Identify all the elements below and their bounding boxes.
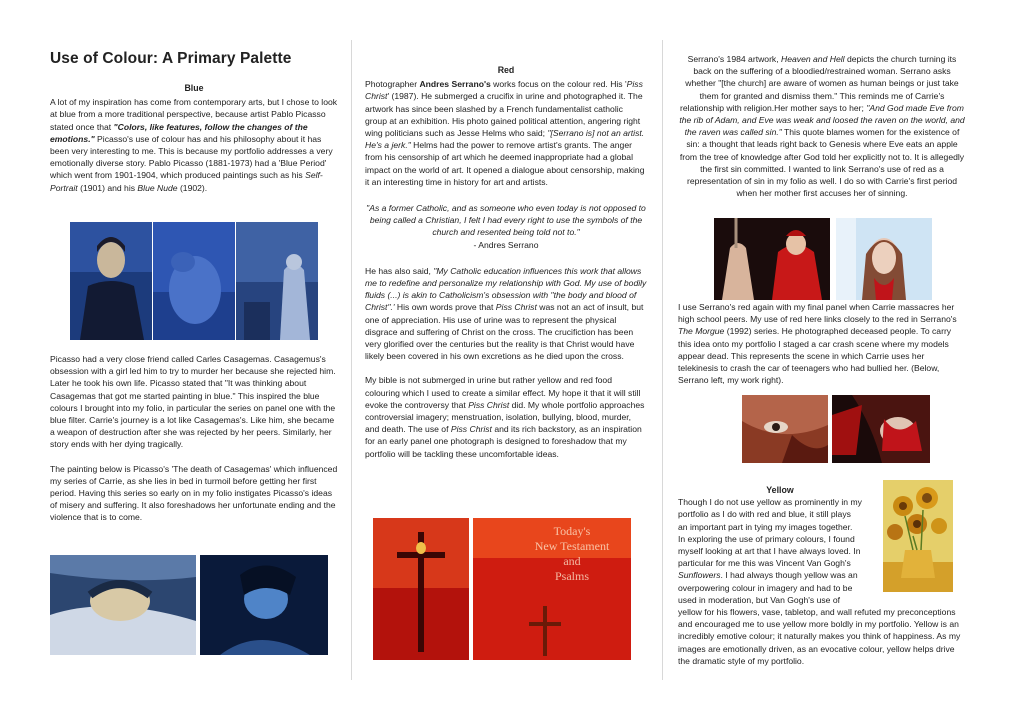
picasso-self-portrait-image bbox=[70, 222, 152, 340]
red-paragraph-2 bbox=[365, 265, 647, 363]
text-span: depicts the church turning its back on the suffering of a bloodied/restrained woman. Serrano asks whether "[the church] are aware of women as human beings or just take them for granted and dismiss them." This reminds me of Carrie's relationship with religion.Her mother says to her; bbox=[680, 54, 959, 113]
text-span: Photographer bbox=[365, 79, 420, 90]
yellow-line: used in moderation, but Van Gogh's use of bbox=[678, 594, 841, 605]
yellow-line: particular for me this was Vincent Van Gogh's bbox=[678, 558, 851, 569]
text-span: (1901) and his bbox=[77, 182, 138, 193]
picasso-blue-nude-image bbox=[153, 222, 235, 340]
bible-cover-line: Psalms bbox=[554, 569, 589, 583]
text-span: This quote blames women for the existence of sin: a thought that leads right back to Genesis where Eve eats an apple from the tree of knowledge after God told her explicitly not to. It is allegedly the first sin committed. I wanted to link Serrano's use of red as a representation of sin in my folio as well. I do so with Carrie's first period when her mother first accuses her of sinning. bbox=[679, 127, 965, 199]
artwork-title: Heaven and Hell bbox=[781, 54, 845, 64]
text-span: He has also said, bbox=[365, 265, 434, 276]
blue-paragraph-2: Picasso had a very close friend called Carles Casagemas. Casagemus's obsession with a girl led him to try to murder her because she rejected him. Later he took his own life. Picasso stated that "It was thinking about Casagemas that got me started painting in blue." This inspired the blue colours I brought into my folio, in particular the series on panel one with the blue filter. Carrie's journey is a lot like Casagemas's. Like him, she became a weapon of destruction after she was rejected by her peers. Similarly, her story ends with her dying tragically. bbox=[50, 354, 336, 450]
serrano-section bbox=[678, 53, 966, 199]
morgue-section bbox=[678, 301, 966, 386]
column-blue bbox=[50, 0, 338, 724]
helms-quote: "[Serrano is] not an artist. He's a jerk." bbox=[365, 128, 645, 151]
column-divider bbox=[662, 40, 663, 680]
text-span: . I had always though yellow was an bbox=[720, 570, 858, 581]
artwork-title: The Morgue bbox=[678, 326, 725, 337]
red-heading: Red bbox=[497, 65, 515, 75]
yellow-line: In exploring the use of primary colours, I found bbox=[678, 533, 855, 544]
artist-name: Andres Serrano's bbox=[419, 79, 491, 90]
text-span: Helms had the power to remove artist's grants. The anger from his censorship of art which he deemed inappropriate had a global impact on the world of art. It opened a dialogue about censorship, making it an interesting time in history for art and artists. bbox=[365, 140, 645, 187]
yellow-line bbox=[678, 569, 882, 581]
serrano-paragraph-1 bbox=[678, 53, 966, 199]
text-span: (1902). bbox=[177, 182, 208, 193]
text-span: A lot of my inspiration has come from contemporary arts, but I chose to look at blue from a more traditional perspective, because artist Pablo Picasso stated once that bbox=[50, 97, 338, 132]
red-paragraph-3 bbox=[365, 374, 647, 459]
red-section bbox=[365, 64, 647, 460]
picasso-blue-painting-image bbox=[236, 222, 318, 340]
yellow-line: an important part in tying my images together. bbox=[678, 521, 853, 532]
text-span: His own words prove that bbox=[394, 302, 496, 313]
carrie-first-period-image bbox=[836, 218, 932, 300]
piss-christ-image bbox=[373, 518, 469, 660]
blue-filter-portfolio-image bbox=[200, 555, 328, 655]
serrano-quote-2: "My Catholic education influences this work that allows me to redefine and personalize my relationship with God. My use of bodily fluids (...) is akin to Catholicism's obsession with "the body and blood of Christ".' bbox=[365, 265, 647, 313]
bible-portfolio-image bbox=[473, 518, 631, 660]
text-span: Picasso's use of colour has and his philosophy about it has been very interesting to me. This is because my portfolio addresses a very emotionally diverse story. Pablo Picasso (1881-1973) had a 'Blue Period' which went from 1901-1904, which produced paintings such as his bbox=[50, 133, 333, 181]
heaven-and-hell-image bbox=[714, 218, 830, 300]
van-gogh-sunflowers-image bbox=[883, 480, 953, 592]
death-of-casagemas-image bbox=[50, 555, 196, 655]
quote-author: - Andres Serrano bbox=[473, 239, 539, 250]
text-span: was not an act of insult, but one of appreciation. His use of urine was to represent the physical disgrace and suffering of Christ on the cross. The crucifiction has been very glorified over the centuries but the reality is that Christ would have likely been covered in his own excretions as he died upon the cross. bbox=[365, 302, 644, 362]
bible-cover-line: and bbox=[563, 554, 581, 568]
yellow-line: myself looking at art that I have always loved. In bbox=[678, 546, 861, 557]
yellow-paragraph-rest: yellow for his flowers, vase, tabletop, and wall refuted my preconceptions and encouraged me to use yellow more boldly in my portfolio. Yellow is an incredibly emotive colour; it naturally makes you think of happiness. As my images are emotionally driven, as an evocative colour, yellow helps drive the dramatic style of my portfolio. bbox=[678, 607, 961, 666]
car-crash-portfolio-image bbox=[832, 395, 930, 463]
text-span: ' (1987). He submerged a crucifix in urine and photographed it. The artwork has since been slashed by a French fundamentalist catholic group at an exhibition. His photo gained political attention, angering right wing politicians such as Jesse Helms who said; bbox=[365, 91, 643, 139]
blue-section-2 bbox=[50, 353, 338, 524]
blue-paragraph-3: The painting below is Picasso's 'The death of Casagemas' which influenced my series of Carrie, as she lies in bed in turmoil before getting her first period. Having this series so early on in my folio instigates Picasso's ideas of misery and suffering. It also foreshadows her unfortunate ending and the violence that is to come. bbox=[50, 463, 338, 523]
picasso-quote: "Colors, like features, follow the changes of the emotions." bbox=[50, 121, 308, 144]
artwork-title: Piss Christ bbox=[365, 79, 643, 102]
artwork-title: Sunflowers bbox=[678, 570, 721, 581]
blue-paragraph-1 bbox=[50, 96, 338, 194]
text-span: Serrano's 1984 artwork, bbox=[687, 54, 782, 64]
red-paragraph-1 bbox=[365, 78, 647, 188]
text-span: and its rich backstory, as an inspiration for an early panel one photograph is designed to foreshadow that my portfolio will be tackling these uncomfortable ideas. bbox=[365, 424, 642, 459]
bible-cover-line: Today's bbox=[553, 524, 591, 538]
the-morgue-image bbox=[742, 395, 828, 463]
text-span: I use Serrano's red again with my final panel when Carrie massacres her high school peers. My use of red here links closely to the red in Serrano's bbox=[678, 302, 957, 325]
bible-cover-line: New Testament bbox=[534, 539, 610, 553]
column-red-yellow bbox=[678, 0, 966, 724]
carrie-mother-quote: "And God made Eve from the rib of Adam, and Eve was weak and loosed the raven on the world, and the raven was called sin." bbox=[679, 102, 965, 138]
artwork-title: Piss Christ bbox=[495, 302, 537, 313]
text-span: (1992) series. He photographed deceased people. To carry this idea onto my portfolio I staged a car crash scene where my models appear dead. This represents the scene in which Carrie uses her telekinesis to crash the car of teenagers who had bullied her. (Below, Serrano left, my work right). bbox=[678, 326, 952, 386]
blue-heading: Blue bbox=[184, 83, 204, 93]
page-title: Use of Colour: A Primary Palette bbox=[50, 50, 292, 67]
artwork-title: Self-Portrait bbox=[50, 170, 323, 193]
yellow-line: portfolio as I do with red and blue, it still plays bbox=[678, 509, 851, 520]
text-span: did. My whole portfolio approaches controversial imagery; menstruation, isolation, bullying, blood, murder, and death. The use of bbox=[365, 399, 645, 435]
text-span: My bible is not submerged in urine but rather yellow and red food colouring which I used to create a similar effect. My hope it that it will still evoke the controversy that bbox=[365, 375, 641, 410]
column-divider bbox=[351, 40, 352, 680]
serrano-paragraph-2 bbox=[678, 301, 966, 386]
artwork-title: Blue Nude bbox=[137, 182, 178, 193]
artwork-title: Piss Christ bbox=[450, 424, 492, 435]
bible-cover-text bbox=[515, 524, 629, 584]
yellow-heading: Yellow bbox=[766, 485, 794, 495]
yellow-line: overpowering colour in imagery and had to be bbox=[678, 582, 853, 593]
yellow-text-block bbox=[678, 484, 882, 606]
text-span: works focus on the colour red. His ' bbox=[490, 79, 627, 90]
serrano-quote: "As a former Catholic, and as someone who even today is not opposed to being called a Christian, I felt I had every right to use the symbols of the church and resented being told not to." bbox=[366, 203, 646, 238]
column-red bbox=[365, 0, 647, 724]
blue-section bbox=[50, 82, 338, 194]
artwork-title: Piss Christ bbox=[468, 399, 510, 410]
yellow-line: Though I do not use yellow as prominently in my bbox=[678, 497, 862, 508]
